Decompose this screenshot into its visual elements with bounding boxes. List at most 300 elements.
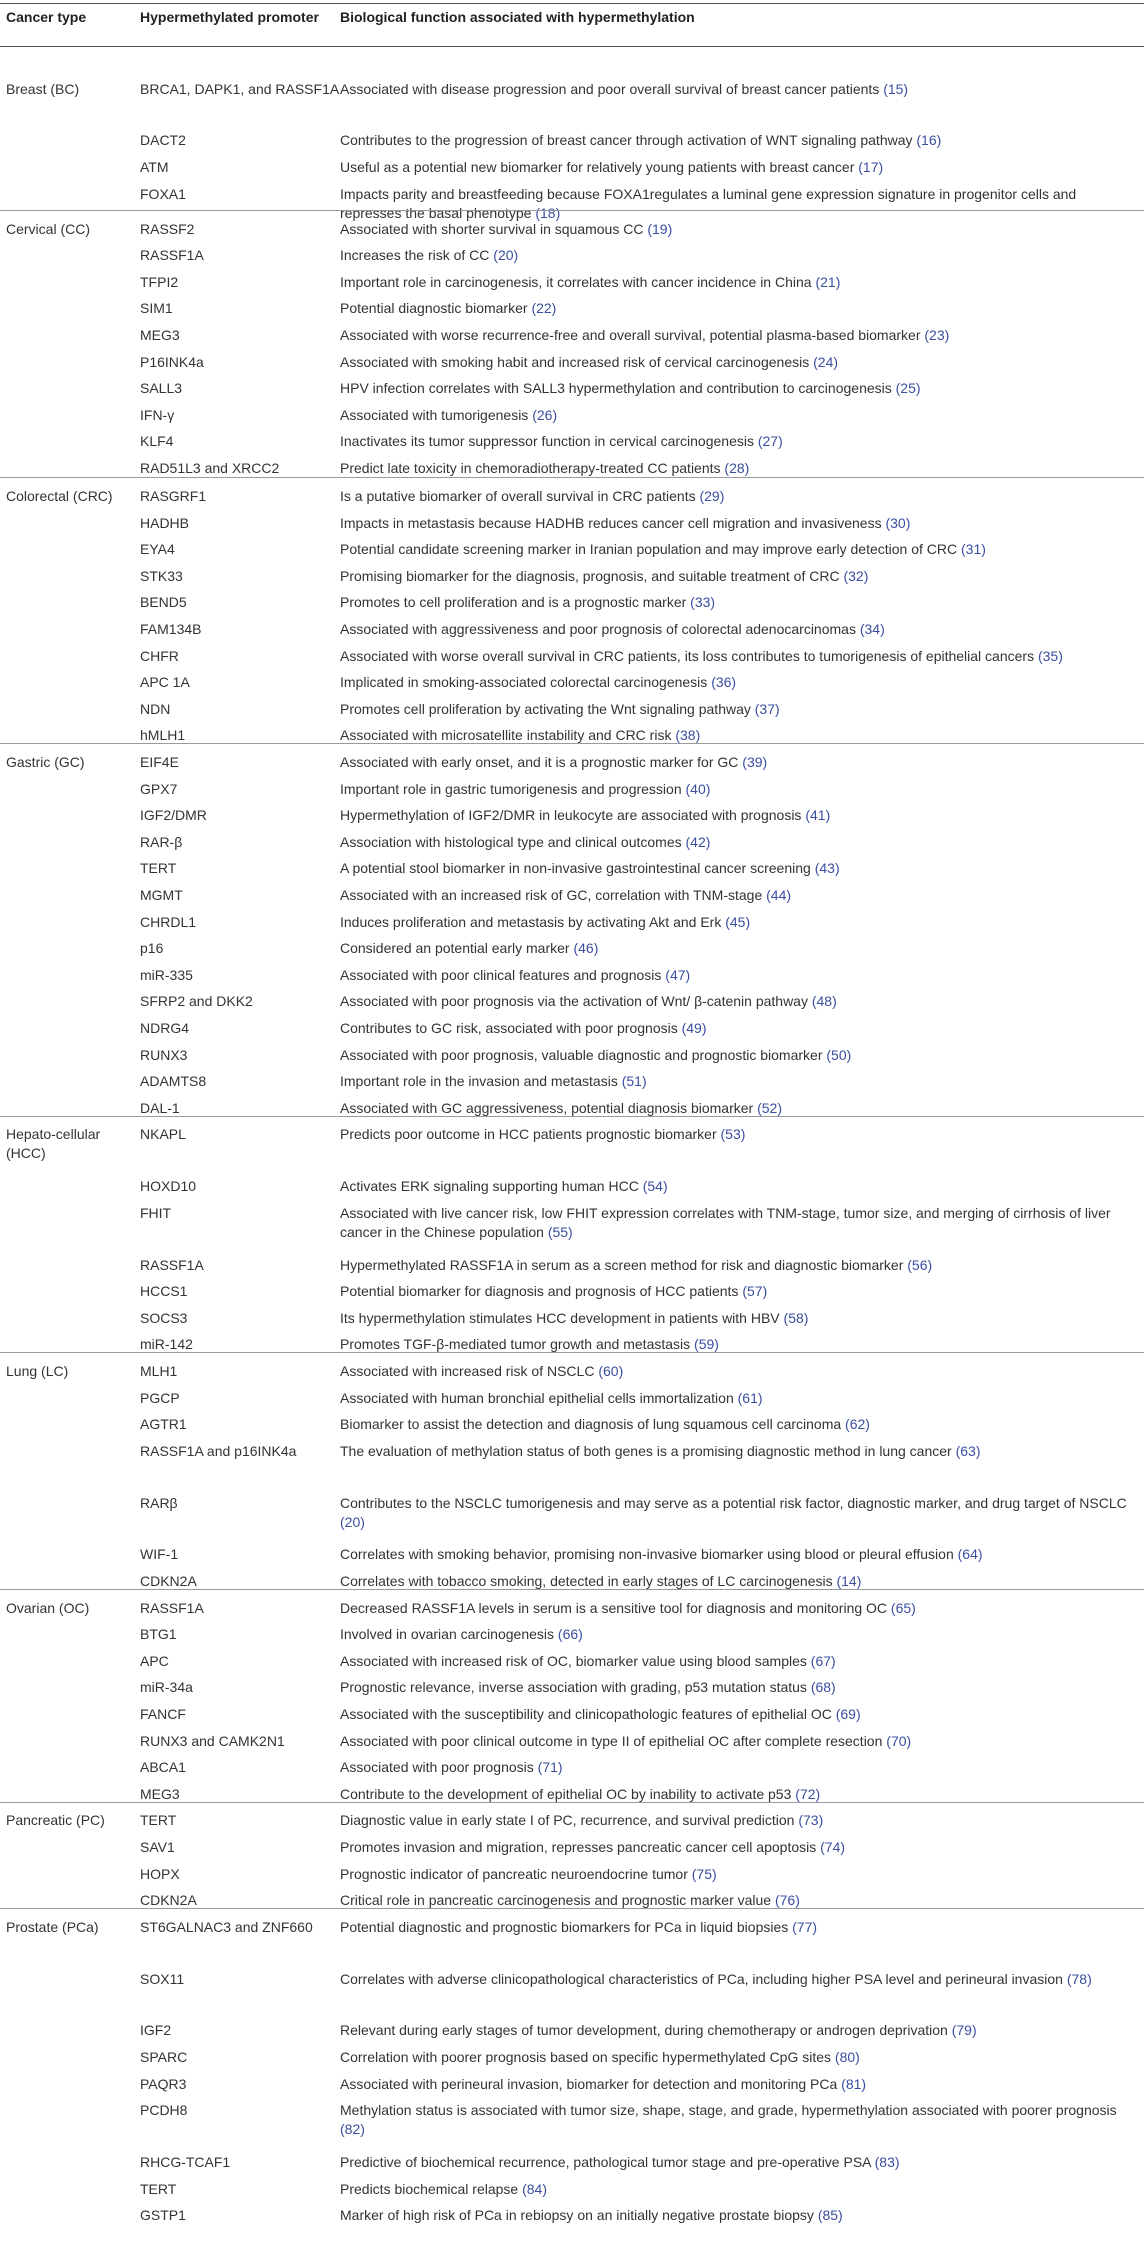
function-cell bbox=[340, 1282, 1140, 1301]
promoter-cell: SIM1 bbox=[140, 300, 173, 316]
function-cell bbox=[340, 1599, 1140, 1618]
promoter-cell: SOCS3 bbox=[140, 1310, 188, 1326]
function-cell bbox=[340, 1970, 1140, 1989]
function-text: Associated with aggressiveness and poor prognosis of colorectal adenocarcinomas bbox=[340, 621, 860, 637]
reference-link[interactable]: (28) bbox=[724, 460, 750, 476]
function-cell bbox=[340, 780, 1140, 799]
reference-link[interactable]: (66) bbox=[557, 1626, 583, 1642]
function-cell bbox=[340, 2101, 1140, 2138]
promoter-cell: P16INK4a bbox=[140, 354, 204, 370]
reference-link[interactable]: (69) bbox=[835, 1706, 861, 1722]
reference-link[interactable]: (82) bbox=[340, 2120, 365, 2137]
function-text: Important role in carcinogenesis, it correlates with cancer incidence in China bbox=[340, 274, 816, 290]
function-text: Important role in the invasion and metastasis bbox=[340, 1073, 622, 1089]
function-cell bbox=[340, 1256, 1140, 1275]
function-cell bbox=[340, 567, 1140, 586]
promoter-cell: ATM bbox=[140, 159, 169, 175]
function-cell bbox=[340, 886, 1140, 905]
function-text: Contributes to the NSCLC tumorigenesis and may serve as a potential risk factor, diagnostic marker, and drug target of NSCLC bbox=[340, 1495, 1127, 1511]
function-cell bbox=[340, 220, 1140, 239]
function-text: Hypermethylated RASSF1A in serum as a screen method for risk and diagnostic biomarker bbox=[340, 1257, 908, 1273]
header-function: Biological function associated with hypermethylation bbox=[340, 9, 695, 25]
function-cell bbox=[340, 273, 1140, 292]
reference-link[interactable]: (49) bbox=[681, 1020, 707, 1036]
promoter-cell: RASSF1A bbox=[140, 1257, 204, 1273]
promoter-cell: TFPI2 bbox=[140, 274, 179, 290]
reference-link[interactable]: (53) bbox=[720, 1126, 746, 1142]
function-cell bbox=[340, 131, 1140, 150]
cancer-type-colorectal: Colorectal (CRC) bbox=[6, 488, 113, 504]
function-text: Decreased RASSF1A levels in serum is a sensitive tool for diagnosis and monitoring OC bbox=[340, 1600, 891, 1616]
promoter-cell: DACT2 bbox=[140, 132, 186, 148]
cancer-type-hepatocellular: Hepato-cellular (HCC) bbox=[6, 1126, 101, 1161]
reference-link[interactable]: (30) bbox=[885, 515, 911, 531]
function-cell bbox=[340, 487, 1140, 506]
function-text: Associated with human bronchial epithelial cells immortalization bbox=[340, 1390, 738, 1406]
function-cell bbox=[340, 1177, 1140, 1196]
function-cell bbox=[340, 939, 1140, 958]
function-text: Contributes to the progression of breast cancer through activation of WNT signaling pathway bbox=[340, 132, 917, 148]
reference-link[interactable]: (47) bbox=[665, 967, 691, 983]
function-text: Impacts parity and breastfeeding because FOXA1regulates a luminal gene expression signature in progenitor cells and represses the basal phenotype bbox=[340, 186, 1077, 221]
function-cell bbox=[340, 1652, 1140, 1671]
reference-link[interactable]: (19) bbox=[647, 221, 673, 237]
promoter-cell: PCDH8 bbox=[140, 2102, 188, 2118]
function-text: Promotes to cell proliferation and is a prognostic marker bbox=[340, 594, 691, 610]
promoter-cell: MLH1 bbox=[140, 1363, 178, 1379]
function-text: Its hypermethylation stimulates HCC development in patients with HBV bbox=[340, 1310, 784, 1326]
function-text: HPV infection correlates with SALL3 hypermethylation and contribution to carcinogenesis bbox=[340, 380, 896, 396]
reference-link[interactable]: (14) bbox=[836, 1573, 862, 1589]
reference-link[interactable]: (73) bbox=[798, 1812, 824, 1828]
function-cell bbox=[340, 1046, 1140, 1065]
reference-link[interactable]: (62) bbox=[845, 1416, 870, 1432]
function-text: Promising biomarker for the diagnosis, prognosis, and suitable treatment of CRC bbox=[340, 568, 844, 584]
promoter-cell: HADHB bbox=[140, 515, 190, 531]
function-text: Implicated in smoking-associated colorectal carcinogenesis bbox=[340, 674, 712, 690]
header-bottom-rule bbox=[0, 46, 1144, 47]
reference-link[interactable]: (32) bbox=[843, 568, 869, 584]
function-cell bbox=[340, 806, 1140, 825]
function-text: Associated with poor clinical features and prognosis bbox=[340, 967, 666, 983]
cancer-type-breast: Breast (BC) bbox=[6, 81, 80, 97]
function-cell bbox=[340, 459, 1140, 478]
promoter-cell: RAR-β bbox=[140, 834, 183, 850]
promoter-cell: PGCP bbox=[140, 1390, 180, 1406]
function-cell bbox=[340, 80, 1140, 99]
reference-link[interactable]: (29) bbox=[699, 488, 725, 504]
promoter-cell: RASSF1A bbox=[140, 1600, 204, 1616]
promoter-cell: hMLH1 bbox=[140, 727, 186, 743]
function-text: Important role in gastric tumorigenesis and progression bbox=[340, 781, 686, 797]
promoter-cell: HCCS1 bbox=[140, 1283, 188, 1299]
function-text: Associated with worse recurrence-free and overall survival, potential plasma-based biomarker bbox=[340, 327, 925, 343]
function-cell bbox=[340, 1389, 1140, 1408]
function-text: Biomarker to assist the detection and diagnosis of lung squamous cell carcinoma bbox=[340, 1416, 846, 1432]
function-cell bbox=[340, 1811, 1140, 1830]
function-text: Involved in ovarian carcinogenesis bbox=[340, 1626, 558, 1642]
function-text: Associated with shorter survival in squamous CC bbox=[340, 221, 648, 237]
function-text: Is a putative biomarker of overall survival in CRC patients bbox=[340, 488, 700, 504]
function-cell bbox=[340, 246, 1140, 265]
function-cell bbox=[340, 833, 1140, 852]
function-text: Associated with poor prognosis, valuable diagnostic and prognostic biomarker bbox=[340, 1047, 827, 1063]
group-divider bbox=[0, 1116, 1144, 1117]
function-cell bbox=[340, 1362, 1140, 1381]
function-cell bbox=[340, 1125, 1140, 1144]
function-cell bbox=[340, 2180, 1140, 2199]
promoter-cell: EIF4E bbox=[140, 754, 179, 770]
function-text: Associated with disease progression and poor overall survival of breast cancer patients bbox=[340, 81, 884, 97]
promoter-cell: SOX11 bbox=[140, 1971, 185, 1987]
function-text: Marker of high risk of PCa in rebiopsy on an initially negative prostate biopsy bbox=[340, 2207, 818, 2223]
promoter-cell: GPX7 bbox=[140, 781, 178, 797]
reference-link[interactable]: (48) bbox=[811, 993, 837, 1009]
function-cell bbox=[340, 1309, 1140, 1328]
promoter-cell: RUNX3 and CAMK2N1 bbox=[140, 1733, 285, 1749]
function-text: Critical role in pancreatic carcinogenesis and prognostic marker value bbox=[340, 1892, 775, 1908]
function-cell bbox=[340, 966, 1140, 985]
function-cell bbox=[340, 859, 1140, 878]
function-cell bbox=[340, 432, 1140, 451]
reference-link[interactable]: (59) bbox=[694, 1336, 719, 1352]
function-text: Predicts poor outcome in HCC patients prognostic biomarker bbox=[340, 1126, 721, 1142]
promoter-cell: BRCA1, DAPK1, and RASSF1A bbox=[140, 81, 340, 97]
cancer-type-pancreatic: Pancreatic (PC) bbox=[6, 1812, 105, 1828]
function-text: Correlates with tobacco smoking, detected in early stages of LC carcinogenesis bbox=[340, 1573, 837, 1589]
function-cell bbox=[340, 1335, 1140, 1354]
function-text: Contributes to GC risk, associated with poor prognosis bbox=[340, 1020, 682, 1036]
promoter-cell: APC 1A bbox=[140, 674, 190, 690]
reference-link[interactable]: (51) bbox=[621, 1073, 647, 1089]
promoter-cell: RASSF2 bbox=[140, 221, 195, 237]
promoter-cell: EYA4 bbox=[140, 541, 175, 557]
reference-link[interactable]: (83) bbox=[874, 2154, 900, 2170]
function-text: Associated with poor clinical outcome in type II of epithelial OC after complete resection bbox=[340, 1733, 887, 1749]
function-text: Associated with increased risk of NSCLC bbox=[340, 1363, 599, 1379]
function-cell bbox=[340, 1494, 1140, 1531]
function-text: Prognostic indicator of pancreatic neuroendocrine tumor bbox=[340, 1866, 692, 1882]
function-text: Predicts biochemical relapse bbox=[340, 2181, 523, 2197]
reference-link[interactable]: (75) bbox=[691, 1866, 717, 1882]
reference-link[interactable]: (16) bbox=[916, 132, 942, 148]
reference-link[interactable]: (78) bbox=[1066, 1971, 1092, 1987]
function-text: Contribute to the development of epithelial OC by inability to activate p53 bbox=[340, 1786, 796, 1802]
reference-link[interactable]: (21) bbox=[815, 274, 841, 290]
promoter-cell: KLF4 bbox=[140, 433, 174, 449]
reference-link[interactable]: (35) bbox=[1037, 648, 1063, 664]
function-cell bbox=[340, 1918, 1140, 1937]
header-top-rule bbox=[0, 3, 1144, 4]
reference-link[interactable]: (17) bbox=[858, 159, 884, 175]
reference-link[interactable]: (23) bbox=[924, 327, 950, 343]
function-text: Promotes TGF-β-mediated tumor growth and metastasis bbox=[340, 1336, 695, 1352]
function-text: Prognostic relevance, inverse association with grading, p53 mutation status bbox=[340, 1679, 811, 1695]
reference-link[interactable]: (33) bbox=[690, 594, 716, 610]
function-text: Associated with perineural invasion, biomarker for detection and monitoring PCa bbox=[340, 2076, 842, 2092]
function-text: Promotes invasion and migration, represses pancreatic cancer cell apoptosis bbox=[340, 1839, 821, 1855]
function-cell bbox=[340, 353, 1140, 372]
function-text: Predict late toxicity in chemoradiotherapy-treated CC patients bbox=[340, 460, 725, 476]
function-text: Associated with early onset, and it is a prognostic marker for GC bbox=[340, 754, 743, 770]
function-cell bbox=[340, 992, 1140, 1011]
function-cell bbox=[340, 1442, 1140, 1461]
function-text: Potential diagnostic and prognostic biomarkers for PCa in liquid biopsies bbox=[340, 1919, 793, 1935]
reference-link[interactable]: (67) bbox=[810, 1653, 836, 1669]
promoter-cell: RARβ bbox=[140, 1495, 178, 1511]
function-text: Induces proliferation and metastasis by activating Akt and Erk bbox=[340, 914, 726, 930]
reference-link[interactable]: (79) bbox=[951, 2022, 977, 2038]
promoter-cell: WIF-1 bbox=[140, 1546, 179, 1562]
function-cell bbox=[340, 2153, 1140, 2172]
promoter-cell: ADAMTS8 bbox=[140, 1073, 207, 1089]
cancer-type-prostate: Prostate (PCa) bbox=[6, 1919, 99, 1935]
promoter-cell: BTG1 bbox=[140, 1626, 177, 1642]
function-text: Associated with increased risk of OC, biomarker value using blood samples bbox=[340, 1653, 811, 1669]
reference-link[interactable]: (56) bbox=[907, 1257, 933, 1273]
promoter-cell: CDKN2A bbox=[140, 1892, 197, 1908]
function-text: Associated with microsatellite instability and CRC risk bbox=[340, 727, 676, 743]
promoter-cell: TERT bbox=[140, 1812, 177, 1828]
function-text: Associated with GC aggressiveness, potential diagnosis biomarker bbox=[340, 1100, 758, 1116]
function-cell bbox=[340, 406, 1140, 425]
reference-link[interactable]: (70) bbox=[886, 1733, 912, 1749]
function-text: Associated with tumorigenesis bbox=[340, 407, 533, 423]
function-text: Associated with an increased risk of GC, correlation with TNM-stage bbox=[340, 887, 767, 903]
reference-link[interactable]: (27) bbox=[757, 433, 783, 449]
function-text: Associated with the susceptibility and clinicopathologic features of epithelial OC bbox=[340, 1706, 836, 1722]
function-cell bbox=[340, 2075, 1140, 2094]
reference-link[interactable]: (63) bbox=[955, 1443, 981, 1459]
reference-link[interactable]: (68) bbox=[810, 1679, 836, 1695]
promoter-cell: FANCF bbox=[140, 1706, 186, 1722]
header-promoter: Hypermethylated promoter bbox=[140, 9, 319, 25]
promoter-cell: SALL3 bbox=[140, 380, 183, 396]
function-cell bbox=[340, 647, 1140, 666]
function-cell bbox=[340, 326, 1140, 345]
function-cell bbox=[340, 2048, 1140, 2067]
reference-link[interactable]: (61) bbox=[737, 1390, 763, 1406]
reference-link[interactable]: (85) bbox=[817, 2207, 843, 2223]
function-text: Association with histological type and clinical outcomes bbox=[340, 834, 686, 850]
cancer-type-gastric: Gastric (GC) bbox=[6, 754, 85, 770]
function-cell bbox=[340, 1099, 1140, 1118]
function-text: Diagnostic value in early state I of PC, recurrence, and survival prediction bbox=[340, 1812, 799, 1828]
reference-link[interactable]: (76) bbox=[774, 1892, 800, 1908]
promoter-cell: ST6GALNAC3 and ZNF660 bbox=[140, 1919, 313, 1935]
function-cell bbox=[340, 2206, 1140, 2225]
promoter-cell: PAQR3 bbox=[140, 2076, 187, 2092]
function-cell bbox=[340, 726, 1140, 745]
function-cell bbox=[340, 1678, 1140, 1697]
function-text: Hypermethylation of IGF2/DMR in leukocyte are associated with prognosis bbox=[340, 807, 806, 823]
function-cell bbox=[340, 593, 1140, 612]
function-cell bbox=[340, 1019, 1140, 1038]
function-text: Associated with live cancer risk, low FHIT expression correlates with TNM-stage, tumor size, and merging of cirrhosis of liver cancer in the Chinese population bbox=[340, 1205, 1111, 1240]
reference-link[interactable]: (20) bbox=[340, 1513, 365, 1530]
reference-link[interactable]: (57) bbox=[742, 1283, 768, 1299]
cancer-type-cervical: Cervical (CC) bbox=[6, 221, 90, 237]
function-text: Activates ERK signaling supporting human HCC bbox=[340, 1178, 643, 1194]
group-divider bbox=[0, 1908, 1144, 1909]
reference-link[interactable]: (71) bbox=[537, 1759, 563, 1775]
promoter-cell: TERT bbox=[140, 2181, 177, 2197]
function-cell bbox=[340, 673, 1140, 692]
reference-link[interactable]: (37) bbox=[754, 701, 780, 717]
promoter-cell: miR-335 bbox=[140, 967, 193, 983]
function-cell bbox=[340, 700, 1140, 719]
reference-link[interactable]: (46) bbox=[573, 940, 599, 956]
promoter-cell: RAD51L3 and XRCC2 bbox=[140, 460, 280, 476]
promoter-cell: HOPX bbox=[140, 1866, 180, 1882]
function-text: Potential candidate screening marker in Iranian population and may improve early detection of CRC bbox=[340, 541, 962, 557]
reference-link[interactable]: (40) bbox=[685, 781, 711, 797]
reference-link[interactable]: (81) bbox=[841, 2076, 867, 2092]
function-cell bbox=[340, 913, 1140, 932]
function-cell bbox=[340, 1758, 1140, 1777]
promoter-cell: RHCG-TCAF1 bbox=[140, 2154, 231, 2170]
function-text: Considered an potential early marker bbox=[340, 940, 574, 956]
group-divider bbox=[0, 1589, 1144, 1590]
promoter-cell: APC bbox=[140, 1653, 169, 1669]
function-text: Associated with worse overall survival in CRC patients, its loss contributes to tumorigenesis of epithelial cancers bbox=[340, 648, 1038, 664]
function-cell bbox=[340, 1625, 1140, 1644]
promoter-cell: ABCA1 bbox=[140, 1759, 186, 1775]
promoter-cell: p16 bbox=[140, 940, 164, 956]
promoter-cell: RASSF1A and p16INK4a bbox=[140, 1443, 297, 1459]
function-cell bbox=[340, 753, 1140, 772]
reference-link[interactable]: (74) bbox=[820, 1839, 846, 1855]
reference-link[interactable]: (20) bbox=[493, 247, 519, 263]
promoter-cell: BEND5 bbox=[140, 594, 187, 610]
reference-link[interactable]: (50) bbox=[826, 1047, 852, 1063]
reference-link[interactable]: (55) bbox=[547, 1223, 573, 1240]
function-text: Potential diagnostic biomarker bbox=[340, 300, 532, 316]
function-cell bbox=[340, 1415, 1140, 1434]
function-text: Relevant during early stages of tumor development, during chemotherapy or androgen deprivation bbox=[340, 2022, 952, 2038]
promoter-cell: SAV1 bbox=[140, 1839, 175, 1855]
function-cell bbox=[340, 1204, 1140, 1241]
reference-link[interactable]: (80) bbox=[834, 2049, 860, 2065]
group-divider bbox=[0, 210, 1144, 211]
reference-link[interactable]: (34) bbox=[859, 621, 885, 637]
cancer-type-lung: Lung (LC) bbox=[6, 1363, 69, 1379]
reference-link[interactable]: (60) bbox=[598, 1363, 624, 1379]
promoter-cell: RASGRF1 bbox=[140, 488, 207, 504]
function-text: Correlation with poorer prognosis based on specific hypermethylated CpG sites bbox=[340, 2049, 835, 2065]
reference-link[interactable]: (65) bbox=[890, 1600, 916, 1616]
reference-link[interactable]: (43) bbox=[814, 860, 840, 876]
promoter-cell: IGF2 bbox=[140, 2022, 172, 2038]
function-cell bbox=[340, 299, 1140, 318]
promoter-cell: IFN-γ bbox=[140, 407, 175, 423]
promoter-cell: DAL-1 bbox=[140, 1100, 180, 1116]
promoter-cell: CHFR bbox=[140, 648, 179, 664]
reference-link[interactable]: (64) bbox=[957, 1546, 983, 1562]
function-cell bbox=[340, 379, 1140, 398]
group-divider bbox=[0, 743, 1144, 744]
function-text: Correlates with adverse clinicopathological characteristics of PCa, including higher PSA level and perineural invasion bbox=[340, 1971, 1067, 1987]
function-text: Associated with smoking habit and increased risk of cervical carcinogenesis bbox=[340, 354, 814, 370]
reference-link[interactable]: (41) bbox=[805, 807, 831, 823]
function-cell bbox=[340, 158, 1140, 177]
promoter-cell: SPARC bbox=[140, 2049, 188, 2065]
function-text: Associated with poor prognosis bbox=[340, 1759, 538, 1775]
function-cell bbox=[340, 2021, 1140, 2040]
promoter-cell: MEG3 bbox=[140, 327, 180, 343]
reference-link[interactable]: (31) bbox=[961, 541, 986, 557]
reference-link[interactable]: (77) bbox=[792, 1919, 818, 1935]
promoter-cell: miR-34a bbox=[140, 1679, 193, 1695]
cancer-type-ovarian: Ovarian (OC) bbox=[6, 1600, 90, 1616]
function-text: Useful as a potential new biomarker for relatively young patients with breast cancer bbox=[340, 159, 859, 175]
promoter-cell: NDN bbox=[140, 701, 171, 717]
reference-link[interactable]: (52) bbox=[757, 1100, 783, 1116]
promoter-cell: RUNX3 bbox=[140, 1047, 188, 1063]
promoter-cell: CHRDL1 bbox=[140, 914, 197, 930]
promoter-cell: FHIT bbox=[140, 1205, 172, 1221]
group-divider bbox=[0, 1352, 1144, 1353]
function-cell bbox=[340, 1732, 1140, 1751]
reference-link[interactable]: (38) bbox=[675, 727, 701, 743]
reference-link[interactable]: (58) bbox=[783, 1310, 809, 1326]
promoter-cell: SFRP2 and DKK2 bbox=[140, 993, 253, 1009]
promoter-cell: MGMT bbox=[140, 887, 183, 903]
promoter-cell: NDRG4 bbox=[140, 1020, 190, 1036]
promoter-cell: AGTR1 bbox=[140, 1416, 187, 1432]
reference-link[interactable]: (18) bbox=[535, 204, 561, 221]
function-cell bbox=[340, 620, 1140, 639]
promoter-cell: MEG3 bbox=[140, 1786, 180, 1802]
function-text: Associated with poor prognosis via the activation of Wnt/ β-catenin pathway bbox=[340, 993, 812, 1009]
function-text: Increases the risk of CC bbox=[340, 247, 494, 263]
reference-link[interactable]: (22) bbox=[531, 300, 557, 316]
promoter-cell: STK33 bbox=[140, 568, 183, 584]
function-text: Predictive of biochemical recurrence, pathological tumor stage and pre-operative PSA bbox=[340, 2154, 875, 2170]
reference-link[interactable]: (84) bbox=[522, 2181, 547, 2197]
function-cell bbox=[340, 1705, 1140, 1724]
header-cancer-type: Cancer type bbox=[6, 9, 87, 25]
function-text: Methylation status is associated with tumor size, shape, stage, and grade, hypermethylation associated with poorer prognosis bbox=[340, 2102, 1117, 2118]
function-cell bbox=[340, 1891, 1140, 1910]
reference-link[interactable]: (36) bbox=[711, 674, 737, 690]
promoter-cell: TERT bbox=[140, 860, 177, 876]
reference-link[interactable]: (54) bbox=[642, 1178, 668, 1194]
function-cell bbox=[340, 1865, 1140, 1884]
reference-link[interactable]: (42) bbox=[685, 834, 711, 850]
function-text: Impacts in metastasis because HADHB reduces cancer cell migration and invasiveness bbox=[340, 515, 886, 531]
reference-link[interactable]: (45) bbox=[725, 914, 751, 930]
promoter-cell: GSTP1 bbox=[140, 2207, 186, 2223]
function-text: Inactivates its tumor suppressor function in cervical carcinogenesis bbox=[340, 433, 758, 449]
reference-link[interactable]: (72) bbox=[795, 1786, 821, 1802]
reference-link[interactable]: (24) bbox=[813, 354, 839, 370]
promoter-cell: RASSF1A bbox=[140, 247, 204, 263]
reference-link[interactable]: (44) bbox=[766, 887, 792, 903]
reference-link[interactable]: (26) bbox=[532, 407, 558, 423]
reference-link[interactable]: (25) bbox=[895, 380, 921, 396]
function-cell bbox=[340, 1785, 1140, 1804]
function-text: A potential stool biomarker in non-invasive gastrointestinal cancer screening bbox=[340, 860, 815, 876]
group-divider bbox=[0, 1802, 1144, 1803]
function-text: The evaluation of methylation status of both genes is a promising diagnostic method in lung cancer bbox=[340, 1443, 956, 1459]
reference-link[interactable]: (39) bbox=[742, 754, 768, 770]
function-cell bbox=[340, 1072, 1140, 1091]
promoter-cell: FOXA1 bbox=[140, 186, 186, 202]
reference-link[interactable]: (15) bbox=[883, 81, 909, 97]
promoter-cell: NKAPL bbox=[140, 1126, 186, 1142]
function-cell bbox=[340, 1572, 1140, 1591]
